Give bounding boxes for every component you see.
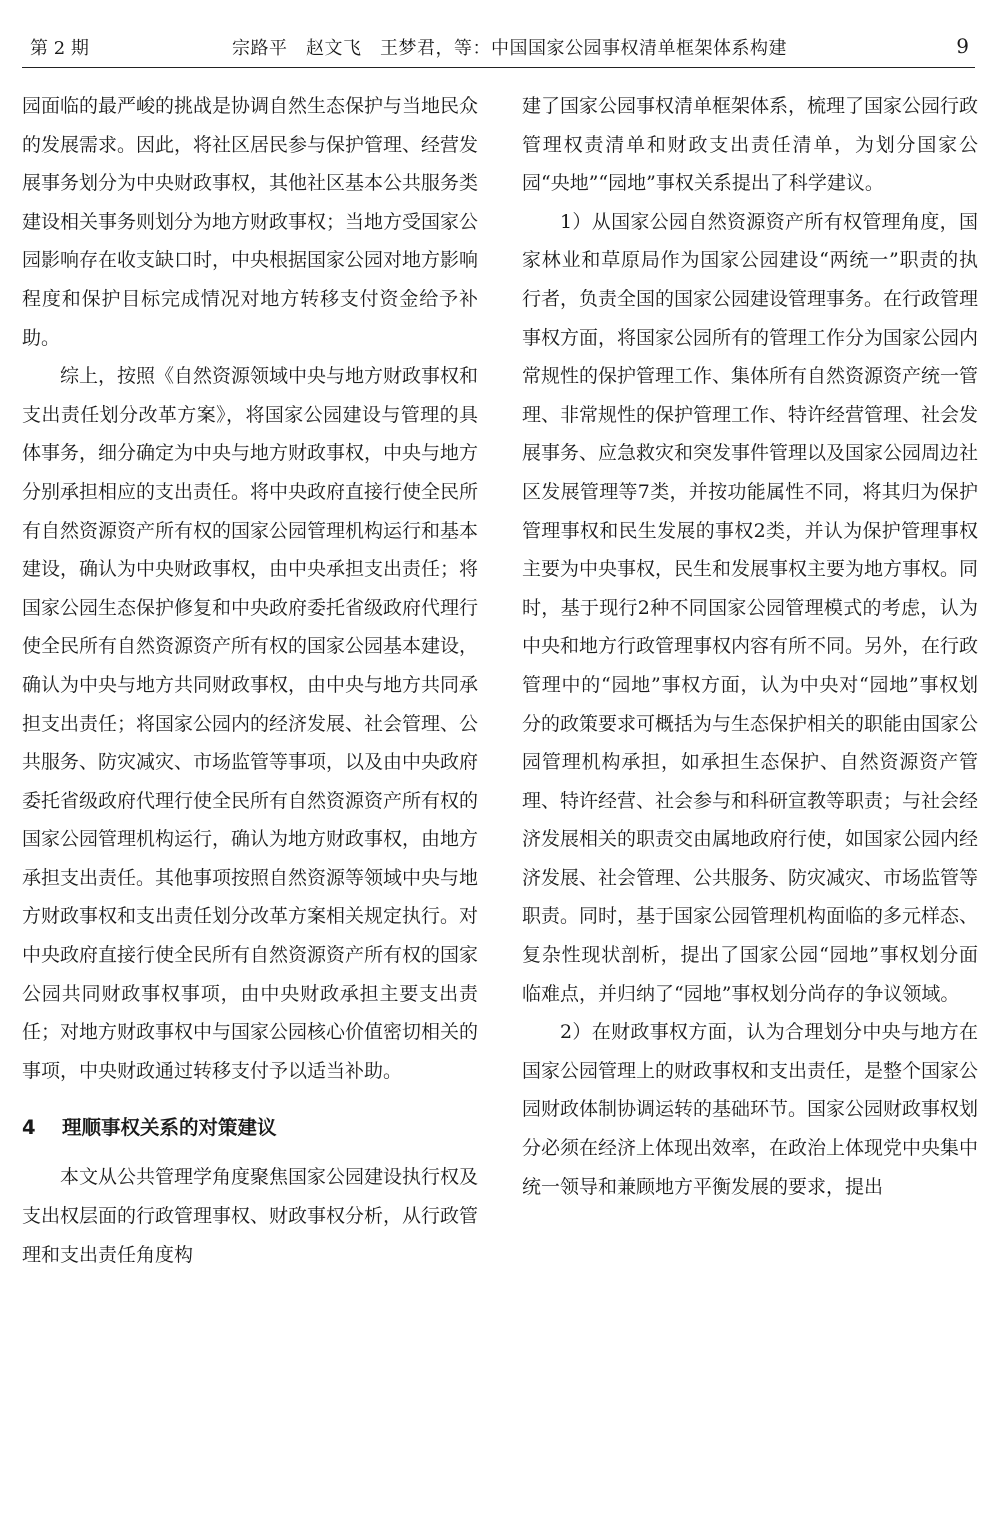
section-title: 理顺事权关系的对策建议 <box>62 1116 277 1140</box>
paragraph: 园面临的最严峻的挑战是协调自然生态保护与当地民众的发展需求。因此，将社区居民参与保护管理、经营发展事务划分为中央财政事权，其他社区基本公共服务类建设相关事务则划分为地方财政事权；当地方受国家公园影响存在收支缺口时，中央根据国家公园对地方影响程度和保护目标完成情况对地方转移支付资金给予补助。 <box>22 95 479 349</box>
section-heading <box>22 1108 478 1148</box>
running-title: 宗路平 赵文飞 王梦君，等：中国国家公园事权清单框架体系构建 <box>232 38 787 59</box>
paragraph: 本文从公共管理学角度聚焦国家公园建设执行权及支出权层面的行政管理事权、财政事权分析，从行政管理和支出责任角度构 <box>22 1166 479 1266</box>
page-number: 9 <box>956 34 969 58</box>
paragraph: 建了国家公园事权清单框架体系，梳理了国家公园行政管理权责清单和财政支出责任清单，为划分国家公园“央地”“园地”事权关系提出了科学建议。 <box>522 95 979 195</box>
paragraph: 2）在财政事权方面，认为合理划分中央与地方在国家公园管理上的财政事权和支出责任，是整个国家公园财政体制协调运转的基础环节。国家公园财政事权划分必须在经济上体现出效率，在政治上体现党中央集中统一领导和兼顾地方平衡发展的要求，提出 <box>522 1021 979 1198</box>
header-rule <box>22 67 975 68</box>
left-column <box>22 87 478 1274</box>
right-column <box>522 87 978 1206</box>
section-number: 4 <box>22 1116 36 1140</box>
issue-number: 第 2 期 <box>30 38 89 59</box>
paragraph: 综上，按照《自然资源领域中央与地方财政事权和支出责任划分改革方案》，将国家公园建设与管理的具体事务，细分确定为中央与地方财政事权，中央与地方分别承担相应的支出责任。将中央政府直接行使全民所有自然资源资产所有权的国家公园管理机构运行和基本建设，确认为中央财政事权，由中央承担支出责任；将国家公园生态保护修复和中央政府委托省级政府代理行使全民所有自然资源资产所有权的国家公园基本建设，确认为中央与地方共同财政事权，由中央与地方共同承担支出责任；将国家公园内的经济发展、社会管理、公共服务、防灾减灾、市场监管等事项，以及由中央政府委托省级政府代理行使全民所有自然资源资产所有权的国家公园管理机构运行，确认为地方财政事权，由地方承担支出责任。其他事项按照自然资源等领域中央与地方财政事权和支出责任划分改革方案相关规定执行。对中央政府直接行使全民所有自然资源资产所有权的国家公园共同财政事权事项，由中央财政承担主要支出责任；对地方财政事权中与国家公园核心价值密切相关的事项，中央财政通过转移支付予以适当补助。 <box>22 365 479 1082</box>
paragraph: 1）从国家公园自然资源资产所有权管理角度，国家林业和草原局作为国家公园建设“两统一”职责的执行者，负责全国的国家公园建设管理事务。在行政管理事权方面，将国家公园所有的管理工作分为国家公园内常规性的保护管理工作、集体所有自然资源资产统一管理、非常规性的保护管理工作、特许经营管理、社会发展事务、应急救灾和突发事件管理以及国家公园周边社区发展管理等7类，并按功能属性不同，将其归为保护管理事权和民生发展的事权2类，并认为保护管理事权主要为中央事权，民生和发展事权主要为地方事权。同时，基于现行2种不同国家公园管理模式的考虑，认为中央和地方行政管理事权内容有所不同。另外，在行政管理中的“园地”事权方面，认为中央对“园地”事权划分的政策要求可概括为与生态保护相关的职能由国家公园管理机构承担，如承担生态保护、自然资源资产管理、特许经营、社会参与和科研宣教等职责；与社会经济发展相关的职责交由属地政府行使，如国家公园内经济发展、社会管理、公共服务、防灾减灾、市场监管等职责。同时，基于国家公园管理机构面临的多元样态、复杂性现状剖析，提出了国家公园“园地”事权划分面临难点，并归纳了“园地”事权划分尚存的争议领域。 <box>522 210 979 1005</box>
running-header <box>22 34 975 62</box>
